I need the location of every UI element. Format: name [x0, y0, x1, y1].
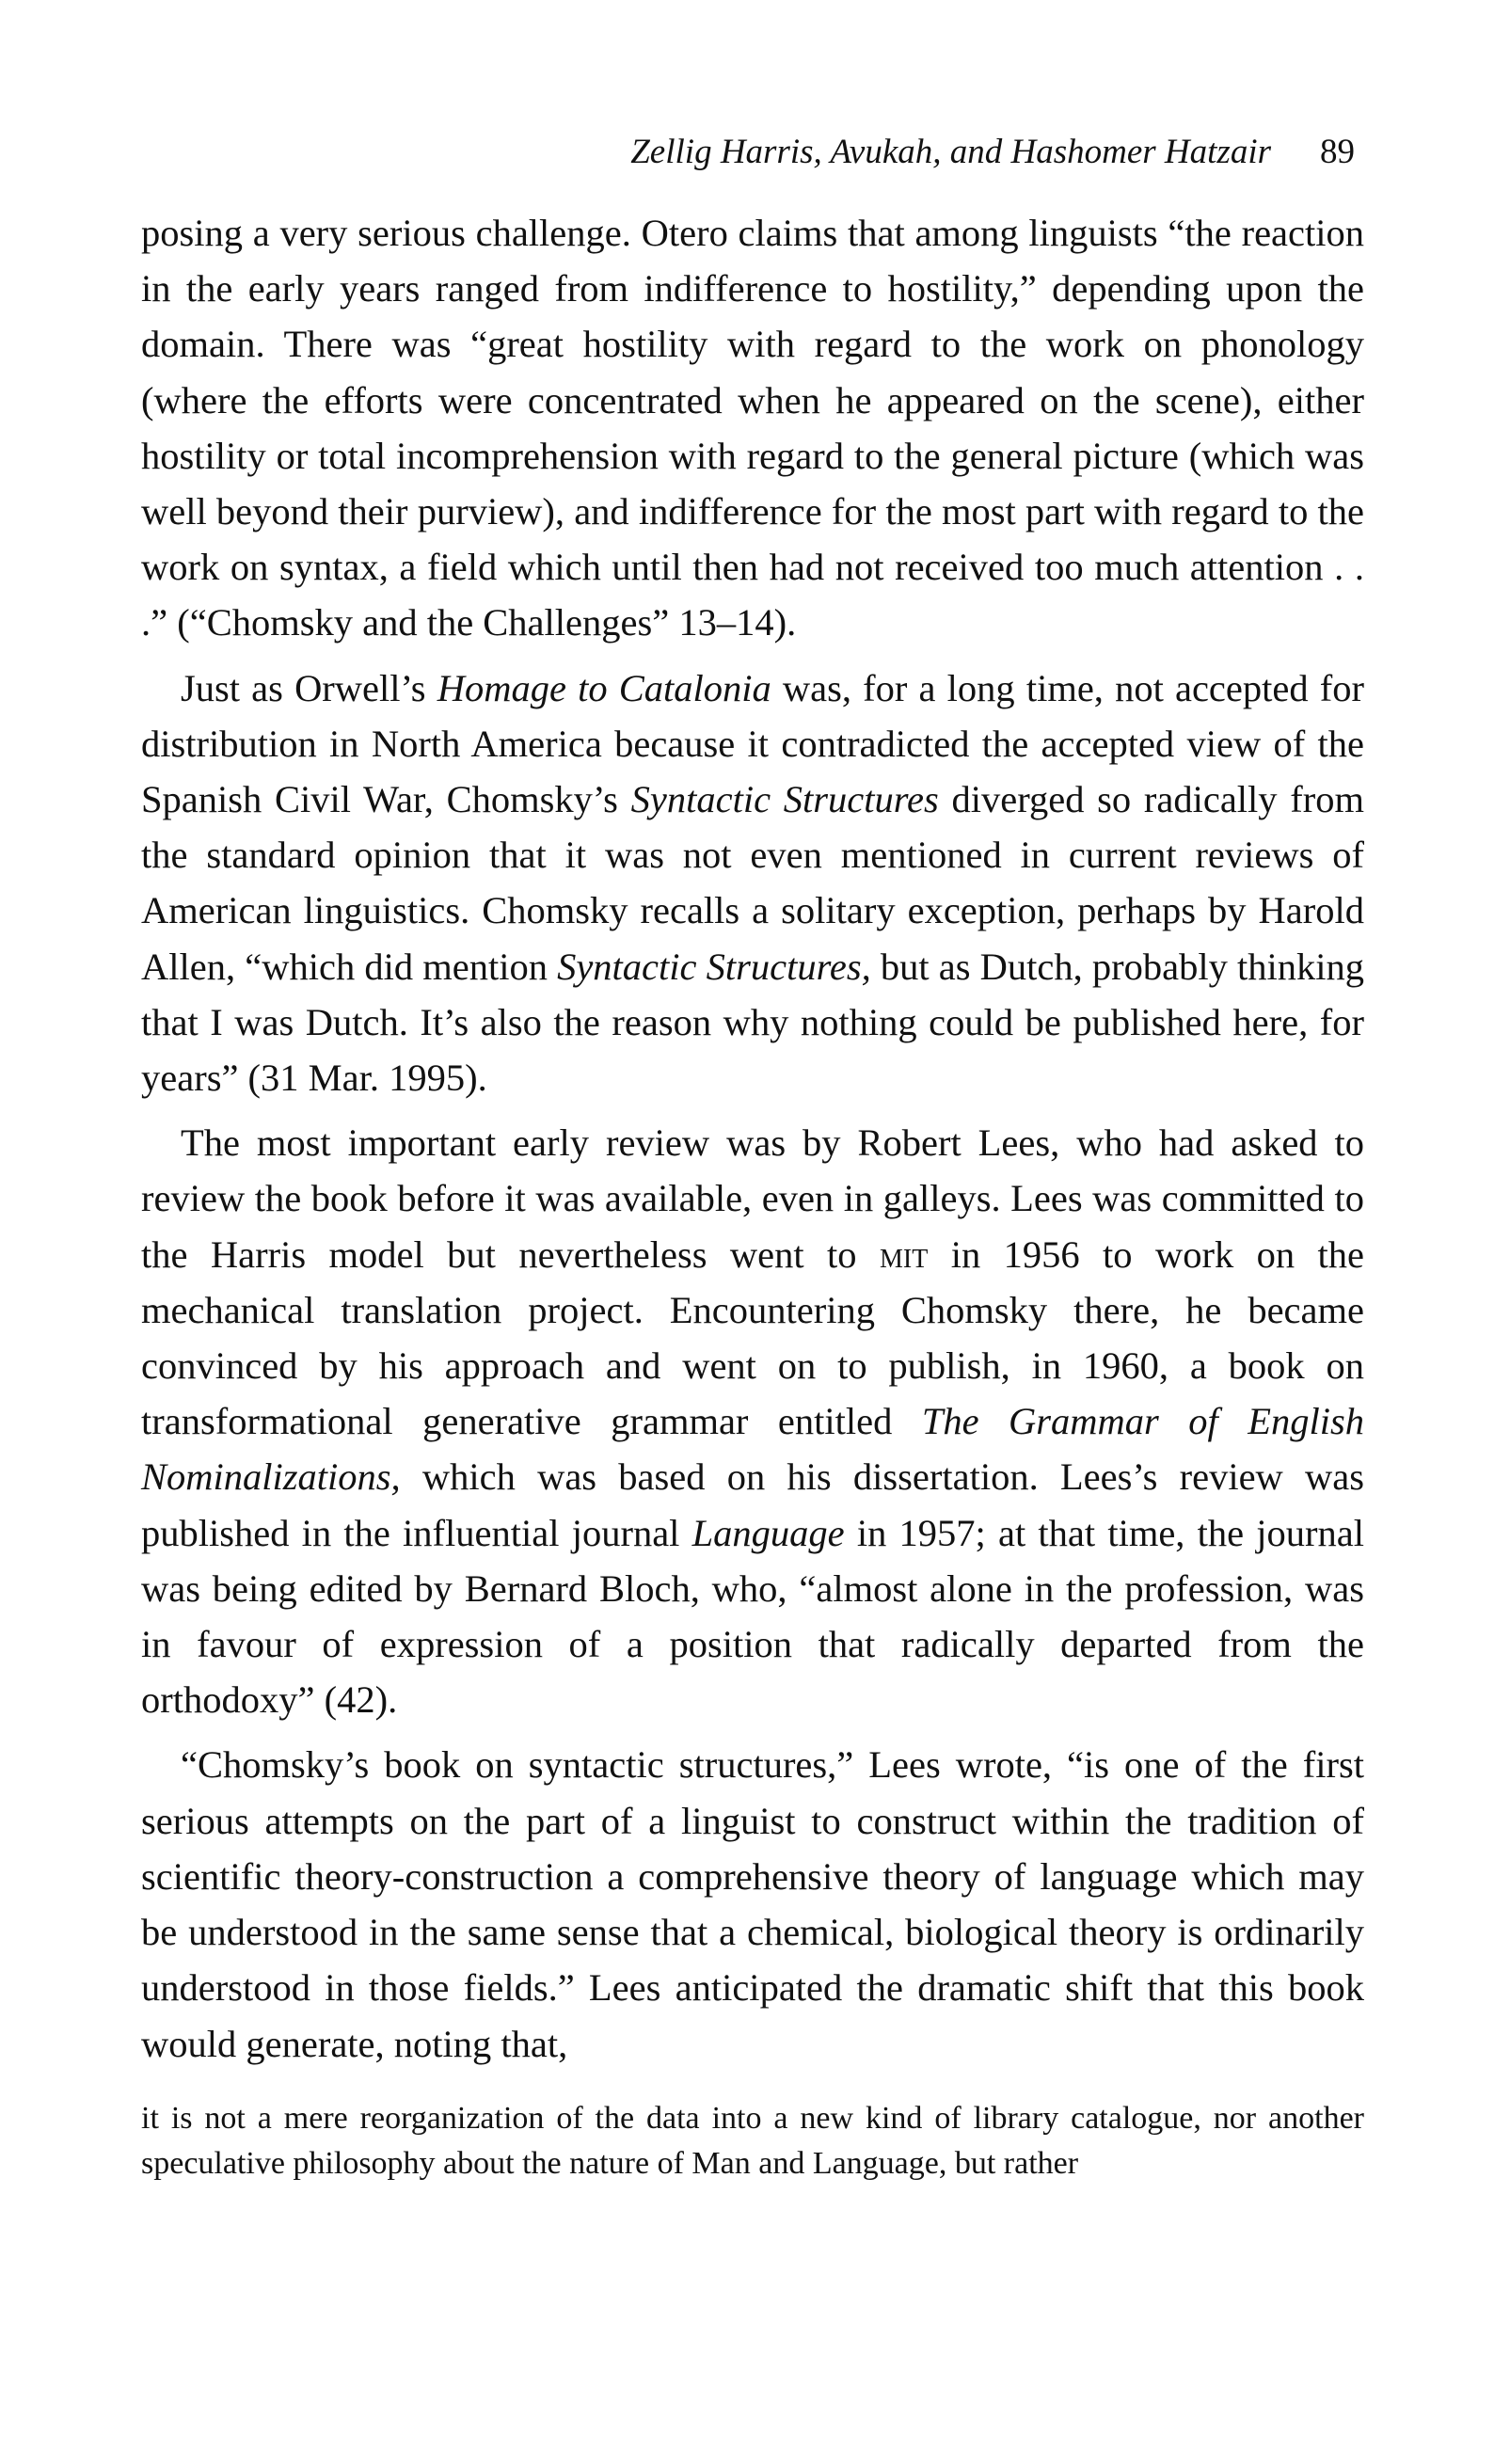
- paragraph: [141, 1737, 1364, 2071]
- text-run: “Chomsky’s book on syntactic structures,” Lees wrote, “is one of the first serious attempts on the part of a linguist to construct within the tradition of scientific theory-construction a comprehensive theory of language which may be understood in the same sense that a chemical, biological theory is ordinarily understood in those fields.” Lees anticipated the dramatic shift that this book would generate, noting that,: [141, 1743, 1364, 2065]
- block-quote-text: it is not a mere reorganization of the data into a new kind of library catalogue, nor another speculative philosophy about the nature of Man and Language, but rather: [141, 2100, 1364, 2181]
- italic-title: Syntactic Structures: [630, 778, 939, 821]
- text-run: in 1956 to work on the mechanical translation project. Encountering Chomsky there, he became convinced by his approach and went on to publish, in 1960, a book on transformational generative grammar entitled: [141, 1232, 1364, 1443]
- italic-title: Syntactic Structures,: [557, 945, 871, 988]
- block-quote: [141, 2096, 1364, 2186]
- text-run: Just as Orwell’s: [181, 666, 437, 709]
- small-caps-text: mit: [879, 1232, 929, 1276]
- text-run: posing a very serious challenge. Otero claims that among linguists “the reaction in the early years ranged from indifference to hostility,” depending upon the domain. There was “great hostility with regard to the work on phonology (where the efforts were concentrated when he appeared on the scene), either hostility or total incomprehension with regard to the general picture (which was well beyond their purview), and indifference for the most part with regard to the work on syntax, a field which until then had not received too much attention . . .” (“Chomsky and the Challenges” 13–14).: [141, 212, 1364, 644]
- running-head-title: Zellig Harris, Avukah, and Hashomer Hatzair: [630, 133, 1271, 171]
- body-text: [141, 205, 1364, 2072]
- italic-title: The Grammar of English Nominalizations,: [141, 1400, 1364, 1499]
- italic-title: Language: [691, 1511, 845, 1554]
- text-run: which was based on his dissertation. Lees’s review was published in the influential journal: [141, 1455, 1364, 1554]
- text-run: but as Dutch, probably thinking that I was Dutch. It’s also the reason why nothing could be published here, for years” (31 Mar. 1995).: [141, 945, 1364, 1100]
- text-run: diverged so radically from the standard opinion that it was not even mentioned in current reviews of American linguistics. Chomsky recalls a solitary exception, perhaps by Harold Allen, “which did mention: [141, 778, 1364, 988]
- text-run: was, for a long time, not accepted for distribution in North America because it contradicted the accepted view of the Spanish Civil War, Chomsky’s: [141, 666, 1364, 821]
- paragraph: [141, 1115, 1364, 1727]
- italic-title: Homage to Catalonia: [437, 666, 771, 709]
- book-page: [141, 132, 1364, 2186]
- page-number: 89: [1320, 133, 1355, 171]
- text-run: in 1957; at that time, the journal was being edited by Bernard Bloch, who, “almost alone in the profession, was in favour of expression of a position that radically departed from the orthodoxy” (42).: [141, 1511, 1365, 1722]
- paragraph: [141, 660, 1364, 1106]
- text-run: The most important early review was by Robert Lees, who had asked to review the book before it was available, even in galleys. Lees was committed to the Harris model but nevertheless went to: [141, 1121, 1364, 1276]
- running-head: [141, 132, 1364, 181]
- paragraph: [141, 205, 1364, 651]
